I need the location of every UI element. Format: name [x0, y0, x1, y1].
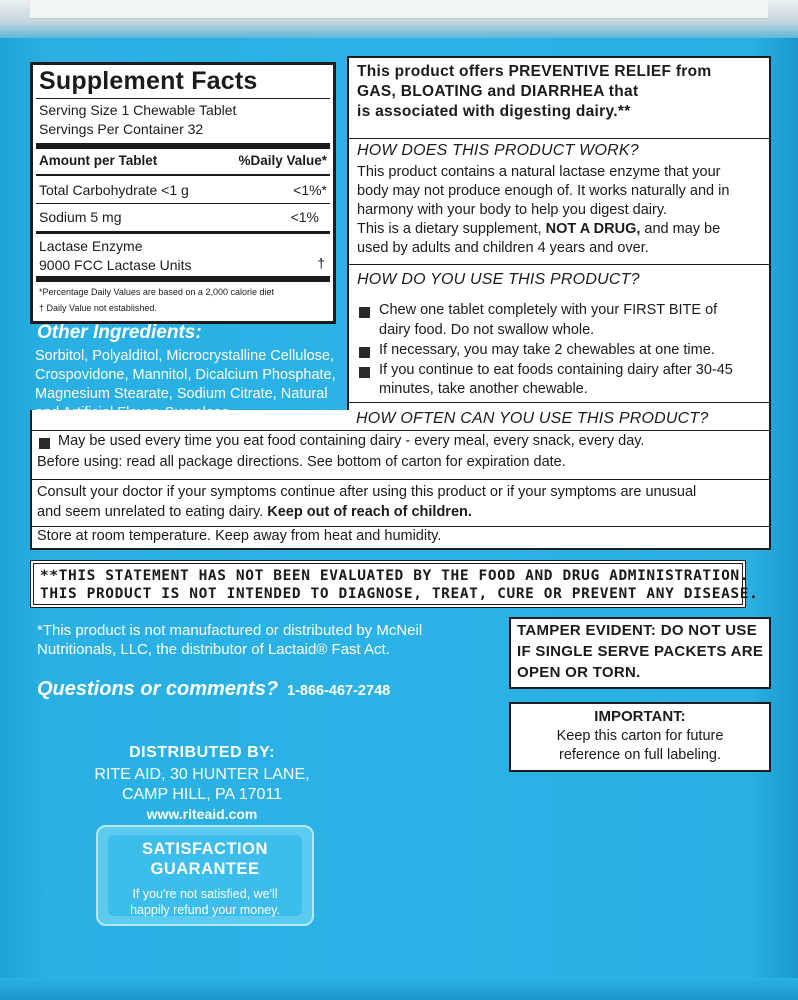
carton-crease — [30, 0, 768, 19]
age-line: used by adults and children 4 years and over. — [357, 240, 649, 256]
tamper-line: TAMPER EVIDENT: DO NOT USE — [517, 622, 758, 639]
other-ingredients-line: Crospovidone, Mannitol, Dicalcium Phosphate, — [35, 367, 336, 383]
divider — [349, 138, 769, 139]
relief-claim-line: is associated with digesting dairy.** — [357, 103, 631, 120]
nutrient-name: Total Carbohydrate <1 g — [39, 182, 189, 198]
divider — [36, 174, 330, 176]
dietary-supplement-text: and may be — [640, 221, 721, 237]
daily-value-header: %Daily Value* — [238, 153, 327, 168]
amount-per-tablet-header: Amount per Tablet — [39, 153, 158, 168]
how-often-heading: HOW OFTEN CAN YOU USE THIS PRODUCT? — [356, 410, 709, 427]
fda-statement-box — [30, 560, 759, 608]
supplement-facts-title: Supplement Facts — [39, 67, 258, 95]
distributed-by-heading: DISTRIBUTED BY: — [129, 744, 275, 761]
other-ingredients-line: Magnesium Stearate, Sodium Citrate, Natural — [35, 386, 328, 402]
tamper-line: OPEN OR TORN. — [517, 664, 641, 681]
divider — [32, 526, 769, 527]
footnote-dagger: † Daily Value not established. — [39, 303, 157, 313]
mcneil-disclaimer: *This product is not manufactured or distributed by McNeil — [37, 622, 423, 639]
usage-panel — [30, 410, 771, 550]
website-link[interactable]: www.riteaid.com — [146, 806, 258, 822]
consult-doctor-text: and seem unrelated to eating dairy. — [37, 504, 268, 520]
nutrient-dv: <1% — [290, 209, 319, 225]
keep-out-of-reach-text: Keep out of reach of children. — [267, 504, 472, 520]
how-to-use-heading: HOW DO YOU USE THIS PRODUCT? — [357, 271, 640, 288]
bullet-square — [39, 438, 50, 449]
frequency-text: May be used every time you eat food containing dairy - every meal, every snack, every day. — [58, 433, 645, 449]
before-using-text: Before using: read all package directions. See bottom of carton for expiration date. — [37, 454, 566, 470]
divider — [36, 231, 330, 234]
use-instruction: If you continue to eat foods containing dairy after 30-45 — [379, 362, 733, 378]
carton-bottom-edge — [0, 978, 798, 1000]
supplement-facts-panel — [30, 62, 336, 324]
important-text: Keep this carton for future — [556, 728, 724, 744]
tamper-line: IF SINGLE SERVE PACKETS ARE — [517, 643, 764, 660]
use-instruction: dairy food. Do not swallow whole. — [379, 322, 595, 338]
not-a-drug-text: NOT A DRUG, — [545, 221, 641, 237]
relief-claim-line: This product offers PREVENTIVE RELIEF from — [357, 63, 712, 80]
relief-claim-line: GAS, BLOATING and DIARRHEA that — [357, 83, 639, 100]
consult-doctor-text: Consult your doctor if your symptoms continue after using this product or if your symptoms are unusual — [37, 484, 697, 500]
how-it-works-text: This product contains a natural lactase enzyme that your — [357, 164, 721, 180]
nutrient-dv: <1%* — [293, 182, 327, 198]
guarantee-text: happily refund your money. — [130, 903, 280, 917]
guarantee-text: If you're not satisfied, we'll — [132, 887, 278, 901]
how-it-works-text: harmony with your body to help you digest dairy. — [357, 202, 668, 218]
other-ingredients-line: Sorbitol, Polyalditol, Microcrystalline Cellulose, — [35, 348, 334, 364]
dietary-supplement-line — [357, 221, 720, 237]
phone-number[interactable]: 1-866-467-2748 — [287, 683, 391, 699]
important-heading: IMPORTANT: — [594, 708, 686, 725]
storage-text: Store at room temperature. Keep away from heat and humidity. — [37, 528, 442, 544]
thick-divider — [36, 143, 330, 149]
questions-label: Questions or comments? — [37, 678, 279, 700]
divider — [36, 203, 330, 204]
other-ingredients-title: Other Ingredients: — [37, 322, 202, 343]
use-instruction: If necessary, you may take 2 chewables at one time. — [379, 342, 715, 358]
fda-statement-line: **THIS STATEMENT HAS NOT BEEN EVALUATED BY THE FOOD AND DRUG ADMINISTRATION. — [40, 568, 750, 584]
serving-size: Serving Size 1 Chewable Tablet — [39, 102, 237, 118]
distributor-address: RITE AID, 30 HUNTER LANE, — [94, 766, 310, 783]
bullet-square — [359, 307, 370, 318]
bullet-square — [359, 367, 370, 378]
divider — [349, 264, 769, 265]
dietary-supplement-text: This is a dietary supplement, — [357, 221, 546, 237]
guarantee-heading: GUARANTEE — [150, 860, 260, 878]
important-box — [509, 702, 771, 772]
divider — [36, 98, 330, 99]
how-it-works-text: body may not produce enough of. It works naturally and in — [357, 183, 730, 199]
thick-divider — [36, 276, 330, 282]
directions-panel — [347, 56, 771, 412]
fda-statement-line: THIS PRODUCT IS NOT INTENDED TO DIAGNOSE, TREAT, CURE OR PREVENT ANY DISEASE. — [40, 586, 759, 602]
use-instruction: minutes, take another chewable. — [379, 381, 588, 397]
mcneil-disclaimer: Nutritionals, LLC, the distributor of Lactaid® Fast Act. — [37, 641, 390, 658]
satisfaction-guarantee-badge — [96, 825, 314, 926]
divider — [349, 402, 769, 403]
distributor-address: CAMP HILL, PA 17011 — [121, 786, 283, 803]
nutrient-name: Sodium 5 mg — [39, 209, 122, 225]
guarantee-heading: SATISFACTION — [142, 840, 268, 858]
servings-per-container: Servings Per Container 32 — [39, 121, 204, 137]
divider — [32, 430, 769, 431]
footnote-daily-values: *Percentage Daily Values are based on a 2,000 calorie diet — [39, 287, 274, 297]
carton-top-flap — [0, 0, 798, 38]
lactase-units: 9000 FCC Lactase Units — [39, 257, 192, 273]
consult-doctor-line — [37, 504, 472, 520]
lactase-dv: † — [317, 255, 325, 271]
tamper-evident-box — [509, 617, 771, 689]
divider — [32, 479, 769, 480]
bullet-square — [359, 347, 370, 358]
use-instruction: Chew one tablet completely with your FIRST BITE of — [379, 302, 718, 318]
important-text: reference on full labeling. — [558, 747, 722, 763]
lactase-enzyme-label: Lactase Enzyme — [39, 238, 143, 254]
how-it-works-heading: HOW DOES THIS PRODUCT WORK? — [357, 142, 639, 159]
